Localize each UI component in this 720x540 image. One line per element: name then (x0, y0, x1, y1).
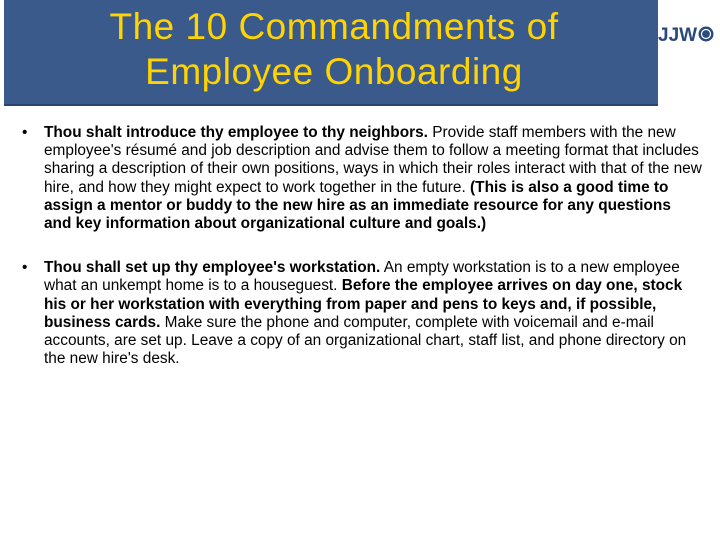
slide-title (64, 4, 604, 94)
company-logo (658, 20, 716, 48)
bullet-item-neighbors (22, 124, 702, 233)
bullet-1-body: Provide staff members with the new employee's résumé and job description and advise them to follow a meeting format that includes sharing a description of their own positions, ways in which their roles interact with that of the new hire, and how they might expect to work together in the future. (44, 124, 702, 196)
bullet-2-body: An empty workstation is to a new employee what an unkempt home is to a houseguest. (44, 259, 680, 295)
logo-graphic (658, 20, 716, 48)
bullet-1-tail: (This is also a good time to assign a mentor or buddy to the new hire as an immediate resource for any questions and key information about organizational culture and goals.) (44, 178, 671, 233)
bullet-2-mid: Before the employee arrives on day one, stock his or her workstation with everything from paper and pens to keys and, if possible, business cards. (44, 277, 683, 331)
bullet-1-lead: Thou shalt introduce thy employee to thy neighbors. (44, 124, 428, 141)
logo-text: JJW (658, 25, 698, 46)
title-line-1: The 10 Commandments of (109, 6, 559, 47)
title-line-2: Employee Onboarding (145, 51, 523, 92)
bullet-item-workstation (22, 259, 702, 368)
title-banner (4, 0, 658, 106)
bullet-2-lead: Thou shall set up thy employee's workstation. (44, 259, 381, 277)
logo-seal-icon (699, 27, 714, 42)
slide-content (22, 124, 702, 394)
bullet-2-tail: Make sure the phone and computer, complete with voicemail and e-mail accounts, are set up. Leave a copy of an organizational chart, staff list, and phone directory on the new hire's desk. (44, 313, 687, 368)
bullet-marker: • (22, 259, 28, 277)
bullet-marker: • (22, 124, 28, 141)
